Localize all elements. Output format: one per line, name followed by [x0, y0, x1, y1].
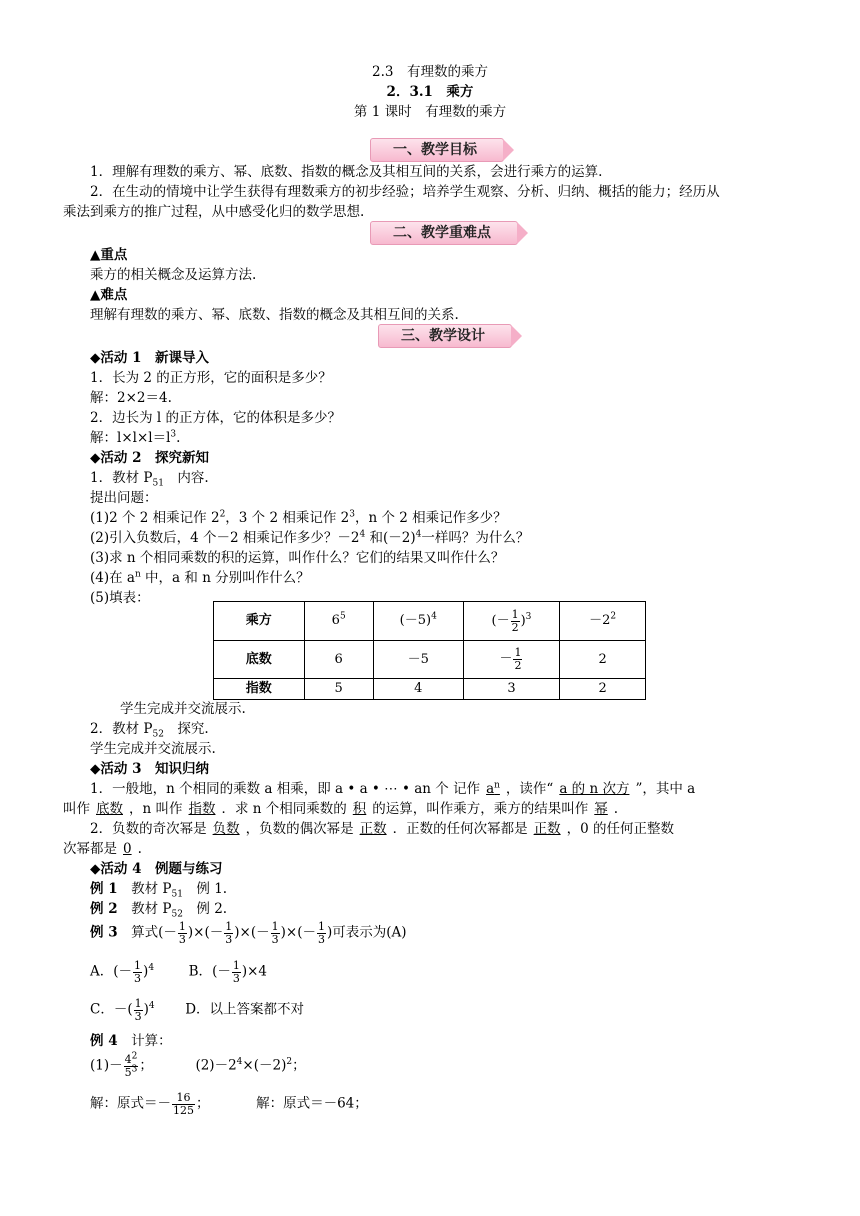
- base-3-den: 2: [514, 659, 522, 672]
- item1-suffix: 内容.: [163, 470, 209, 486]
- banner-keypoints: 二、教学重难点: [370, 221, 518, 245]
- table-row-exponent: [214, 679, 646, 700]
- option-a-close: ): [143, 963, 149, 980]
- ex3-label: 例 3: [90, 924, 118, 941]
- q1-post: ；: [139, 1057, 153, 1074]
- ex3-den-1: 3: [178, 932, 186, 946]
- power-3-post: ): [520, 613, 526, 629]
- option-c-close: ): [143, 1001, 149, 1018]
- exponent-cell-2: 4: [373, 679, 463, 700]
- base-cell-4: 2: [560, 641, 646, 679]
- l1-b: ，读作“: [505, 781, 554, 797]
- l3-d: ，0 的任何正整数: [566, 821, 674, 837]
- ex1-sub: 51: [171, 889, 183, 900]
- l2-e: .: [613, 801, 619, 817]
- item1-sub: 51: [152, 478, 164, 489]
- power-3-den: 2: [511, 620, 519, 634]
- key-text: 乘方的相关概念及运算方法.: [90, 267, 257, 283]
- item2-sub: 52: [152, 729, 164, 740]
- item2-prefix: 2．教材 P: [90, 721, 153, 737]
- ex3-open-3: (－: [250, 924, 270, 941]
- example-4-questions: [90, 1051, 306, 1079]
- p1-a: (1)2 个 2 相乘记作 2: [90, 510, 220, 526]
- table-row-power: [214, 602, 646, 641]
- option-b-open: (－: [212, 963, 231, 980]
- row-label-base: 底数: [214, 641, 305, 679]
- ex3-a: 算式: [117, 924, 159, 941]
- q1-denominator: [124, 1063, 139, 1079]
- activity3-title: ◆活动 3 知识归纳: [90, 761, 209, 777]
- activity2-title: ◆活动 2 探究新知: [90, 450, 209, 466]
- answer-exponent: 指数: [188, 801, 216, 817]
- ex3-den-2: 3: [225, 932, 233, 946]
- exponent-cell-3: 3: [463, 679, 559, 700]
- answer-product: 积: [352, 801, 367, 817]
- l2-b: ，n 叫作: [129, 801, 183, 817]
- activity1-title: ◆活动 1 新课导入: [90, 350, 209, 366]
- power-3-fraction: [511, 609, 520, 633]
- activity2-p5: (5)填表：: [90, 590, 150, 606]
- exponent-cell-1: 5: [304, 679, 373, 700]
- l2-c: ．求 n 个相同乘数的: [221, 801, 347, 817]
- q2-e2: 2: [286, 1057, 293, 1068]
- option-b-tail: ×4: [247, 963, 268, 980]
- p2-c: 一样吗？为什么？: [421, 530, 530, 546]
- power-cell-2: [373, 602, 463, 641]
- option-a-label: A．: [90, 963, 114, 980]
- answer-zero-power: 0: [123, 841, 132, 857]
- power-1-exp: 5: [339, 611, 346, 622]
- power-cell-3: [463, 602, 559, 641]
- q1-num-exp: 2: [131, 1051, 138, 1062]
- power-4-exp: 2: [610, 611, 617, 622]
- option-a-num: 1: [134, 959, 142, 972]
- base-cell-1: 6: [304, 641, 373, 679]
- s1-num: 16: [172, 1092, 195, 1105]
- option-a-den: 3: [134, 971, 142, 985]
- key-title: ▲重点: [90, 247, 128, 263]
- ex3-close-1: ): [187, 924, 194, 941]
- s1-post: ；: [196, 1095, 210, 1112]
- activity2-p4: [90, 568, 310, 588]
- activity1-q2: 2．边长为 l 的正方体，它的体积是多少？: [90, 410, 341, 426]
- exponent-cell-4: 2: [560, 679, 646, 700]
- ex3-close-2: ): [234, 924, 240, 941]
- ex3-fraction-1: [178, 921, 187, 945]
- base-3-pre: －: [499, 652, 513, 667]
- example-4-solutions: [90, 1092, 368, 1116]
- s1-pre: 解：原式＝－: [90, 1095, 171, 1112]
- banner-design: 三、教学设计: [378, 324, 512, 348]
- example-2: [90, 899, 227, 919]
- subsection-title: 2．3.1 乘方: [386, 84, 474, 100]
- option-a-exp: 4: [148, 963, 155, 974]
- answer-power: 幂: [594, 801, 608, 817]
- ex3-open-2: (－: [204, 924, 224, 941]
- answer-power-notation: [480, 781, 506, 797]
- example-3: [90, 921, 407, 945]
- example-3-options-ab: [90, 960, 267, 984]
- q2-c: ；: [292, 1057, 306, 1074]
- activity2-ask: 提出问题：: [90, 490, 158, 506]
- power-4-base: －2: [589, 613, 611, 629]
- difficulty-title: ▲难点: [90, 287, 128, 303]
- example-4: [90, 1031, 172, 1051]
- l1-ans1-exp: n: [494, 780, 500, 791]
- ex3-open-4: (－: [297, 924, 316, 941]
- goal-1: 1．理解有理数的乘方、幂、底数、指数的概念及其相互间的关系，会进行乘方的运算.: [90, 164, 603, 180]
- p2-a: (2)引入负数后，4 个－2 相乘记作多少？－2: [90, 530, 360, 546]
- l3-c: ．正数的任何次幂都是: [392, 821, 528, 837]
- option-a-open: (－: [113, 963, 133, 980]
- q2-a: (2)－2: [195, 1057, 237, 1074]
- power-2-exp: 4: [431, 611, 437, 622]
- option-c-pre: －(: [113, 1001, 133, 1018]
- ex3-fraction-4: [317, 921, 326, 945]
- answer-reading: a 的 n 次方: [559, 781, 630, 797]
- item1-prefix: 1．教材 P: [90, 470, 153, 486]
- option-b-label: B．: [188, 963, 213, 980]
- option-d: D．以上答案都不对: [185, 1001, 305, 1018]
- s2: 解：原式＝－64；: [256, 1095, 368, 1112]
- section-title: 2.3 有理数的乘方: [372, 64, 488, 80]
- option-c-exp: 4: [148, 1001, 155, 1012]
- s1-fraction: [172, 1092, 195, 1116]
- difficulty-text: 理解有理数的乘方、幂、底数、指数的概念及其相互间的关系.: [90, 307, 459, 323]
- power-cell-1: [304, 602, 373, 641]
- banner-goals: 一、教学目标: [370, 138, 504, 162]
- ex3-times-1: ×: [193, 924, 205, 941]
- ex4-a: 计算：: [117, 1033, 172, 1049]
- a2-prefix: 解：l×l×l＝l: [90, 430, 171, 446]
- q1-pre: (1)－: [90, 1057, 123, 1074]
- l2-d: 的运算，叫作乘方，乘方的结果叫作: [372, 801, 589, 817]
- l3-a: 2．负数的奇次幂是: [90, 821, 207, 837]
- activity3-line1: [90, 779, 695, 799]
- ex3-num-4: 1: [318, 920, 325, 933]
- activity1-a1: 解：2×2＝4.: [90, 390, 172, 406]
- option-b-num: 1: [232, 959, 240, 972]
- ex3-close-4: ): [327, 924, 333, 941]
- table-row-base: [214, 641, 646, 679]
- ex3-close-3: ): [280, 924, 286, 941]
- p4-a: (4)在 a: [90, 570, 135, 586]
- ex3-b: 可表示为(A): [332, 924, 407, 941]
- option-b-fraction: [232, 960, 241, 984]
- ex3-num-1: 1: [178, 920, 186, 933]
- row-label-power: 乘方: [214, 602, 305, 641]
- l1-c: ”，其中 a: [635, 781, 696, 797]
- q1-fraction: [124, 1051, 139, 1079]
- p2-e1: 4: [359, 529, 366, 540]
- activity2-after-item2: 学生完成并交流展示.: [90, 741, 216, 757]
- activity3-line4: [63, 839, 142, 859]
- p2-e2: 4: [415, 529, 422, 540]
- q1-num: 4: [124, 1053, 132, 1066]
- ex4-label: 例 4: [90, 1033, 118, 1049]
- base-cell-3: [463, 641, 559, 679]
- ex2-sub: 52: [171, 909, 183, 920]
- ex3-open-1: (－: [158, 924, 177, 941]
- ex3-fraction-2: [224, 921, 233, 945]
- activity2-after-table: 学生完成并交流展示.: [120, 701, 246, 717]
- p1-e2: 3: [349, 509, 355, 520]
- p2-b: 和(－2): [365, 530, 416, 546]
- p4-b: 中，a 和 n 分别叫作什么？: [140, 570, 310, 586]
- ex3-times-3: ×: [285, 924, 298, 941]
- base-cell-2: －5: [373, 641, 463, 679]
- l4-a: 次幂都是: [63, 841, 117, 857]
- ex3-den-4: 3: [318, 932, 325, 946]
- l2-a: 叫作: [63, 801, 90, 817]
- goal-2b: 乘法到乘方的推广过程，从中感受化归的数学思想.: [63, 204, 365, 220]
- option-c-den: 3: [134, 1009, 142, 1023]
- ex3-times-2: ×: [239, 924, 251, 941]
- ex3-num-2: 1: [225, 920, 233, 933]
- base-3-fraction: [513, 647, 522, 671]
- ex1-a: 教材 P: [117, 881, 172, 897]
- a2-exp: 3: [170, 429, 177, 440]
- option-b-close: ): [241, 963, 248, 980]
- activity2-p2: [90, 528, 529, 548]
- activity3-line3: [90, 819, 674, 839]
- l1-a: 1．一般地，n 个相同的乘数 a 相乘，即 a • a • ⋯ • an 个 记作: [90, 781, 481, 797]
- p1-e1: 2: [219, 509, 226, 520]
- ex3-num-3: 1: [271, 920, 279, 933]
- answer-base: 底数: [96, 801, 123, 817]
- activity2-p1: [90, 508, 507, 528]
- item2-suffix: 探究.: [163, 721, 209, 737]
- answer-odd-power: 负数: [212, 821, 240, 837]
- activity2-p3: (3)求 n 个相同乘数的积的运算，叫作什么？它们的结果又叫作什么？: [90, 550, 505, 566]
- l3-b: ，负数的偶次幂是: [245, 821, 354, 837]
- activity2-item2: [90, 719, 209, 739]
- power-table: [213, 601, 646, 700]
- ex2-label: 例 2: [90, 901, 118, 917]
- power-3-pre: (－: [491, 613, 510, 629]
- example-1: [90, 879, 227, 899]
- power-2-base: (－5): [399, 613, 432, 629]
- row-label-exponent: 指数: [214, 679, 305, 700]
- activity1-a2: [90, 428, 180, 448]
- ex2-b: 例 2.: [182, 901, 228, 917]
- a2-suffix: .: [176, 430, 181, 446]
- lesson-title: 第 1 课时 有理数的乘方: [353, 104, 507, 120]
- goal-2a: 2．在生动的情境中让学生获得有理数乘方的初步经验；培养学生观察、分析、归纳、概括的能力；经历从: [90, 184, 720, 200]
- option-c-label: C．: [90, 1001, 114, 1018]
- power-cell-4: [560, 602, 646, 641]
- ex3-den-3: 3: [271, 932, 279, 946]
- ex2-a: 教材 P: [117, 901, 172, 917]
- p1-b: ，3 个 2 相乘记作 2: [225, 510, 350, 526]
- power-3-num: 1: [511, 607, 519, 621]
- ex1-b: 例 1.: [182, 881, 228, 897]
- answer-even-power: 正数: [359, 821, 387, 837]
- power-1-base: 6: [331, 613, 340, 629]
- p4-e: n: [134, 569, 141, 580]
- q2-b: ×(－2): [242, 1057, 287, 1074]
- example-3-options-cd: [90, 998, 304, 1022]
- option-b-den: 3: [232, 971, 240, 985]
- q1-den: 5: [124, 1065, 132, 1079]
- activity2-item1: [90, 468, 209, 488]
- ex1-label: 例 1: [90, 881, 118, 897]
- l4-b: .: [137, 841, 142, 857]
- q1-den-exp: 3: [131, 1063, 138, 1074]
- option-a-fraction: [133, 960, 142, 984]
- q2-e1: 4: [236, 1057, 243, 1068]
- activity3-line2: [63, 799, 618, 819]
- answer-positive-power: 正数: [533, 821, 561, 837]
- activity4-title: ◆活动 4 例题与练习: [90, 861, 223, 877]
- power-3-exp: 3: [525, 612, 532, 623]
- p1-c: ，n 个 2 相乘记作多少？: [354, 510, 507, 526]
- s1-den: 125: [173, 1103, 194, 1117]
- ex3-fraction-3: [271, 921, 280, 945]
- option-c-fraction: [134, 998, 143, 1022]
- l1-ans1-base: a: [486, 781, 495, 797]
- base-3-num: 1: [514, 646, 522, 660]
- activity1-q1: 1．长为 2 的正方形，它的面积是多少？: [90, 370, 332, 386]
- option-c-num: 1: [134, 997, 142, 1010]
